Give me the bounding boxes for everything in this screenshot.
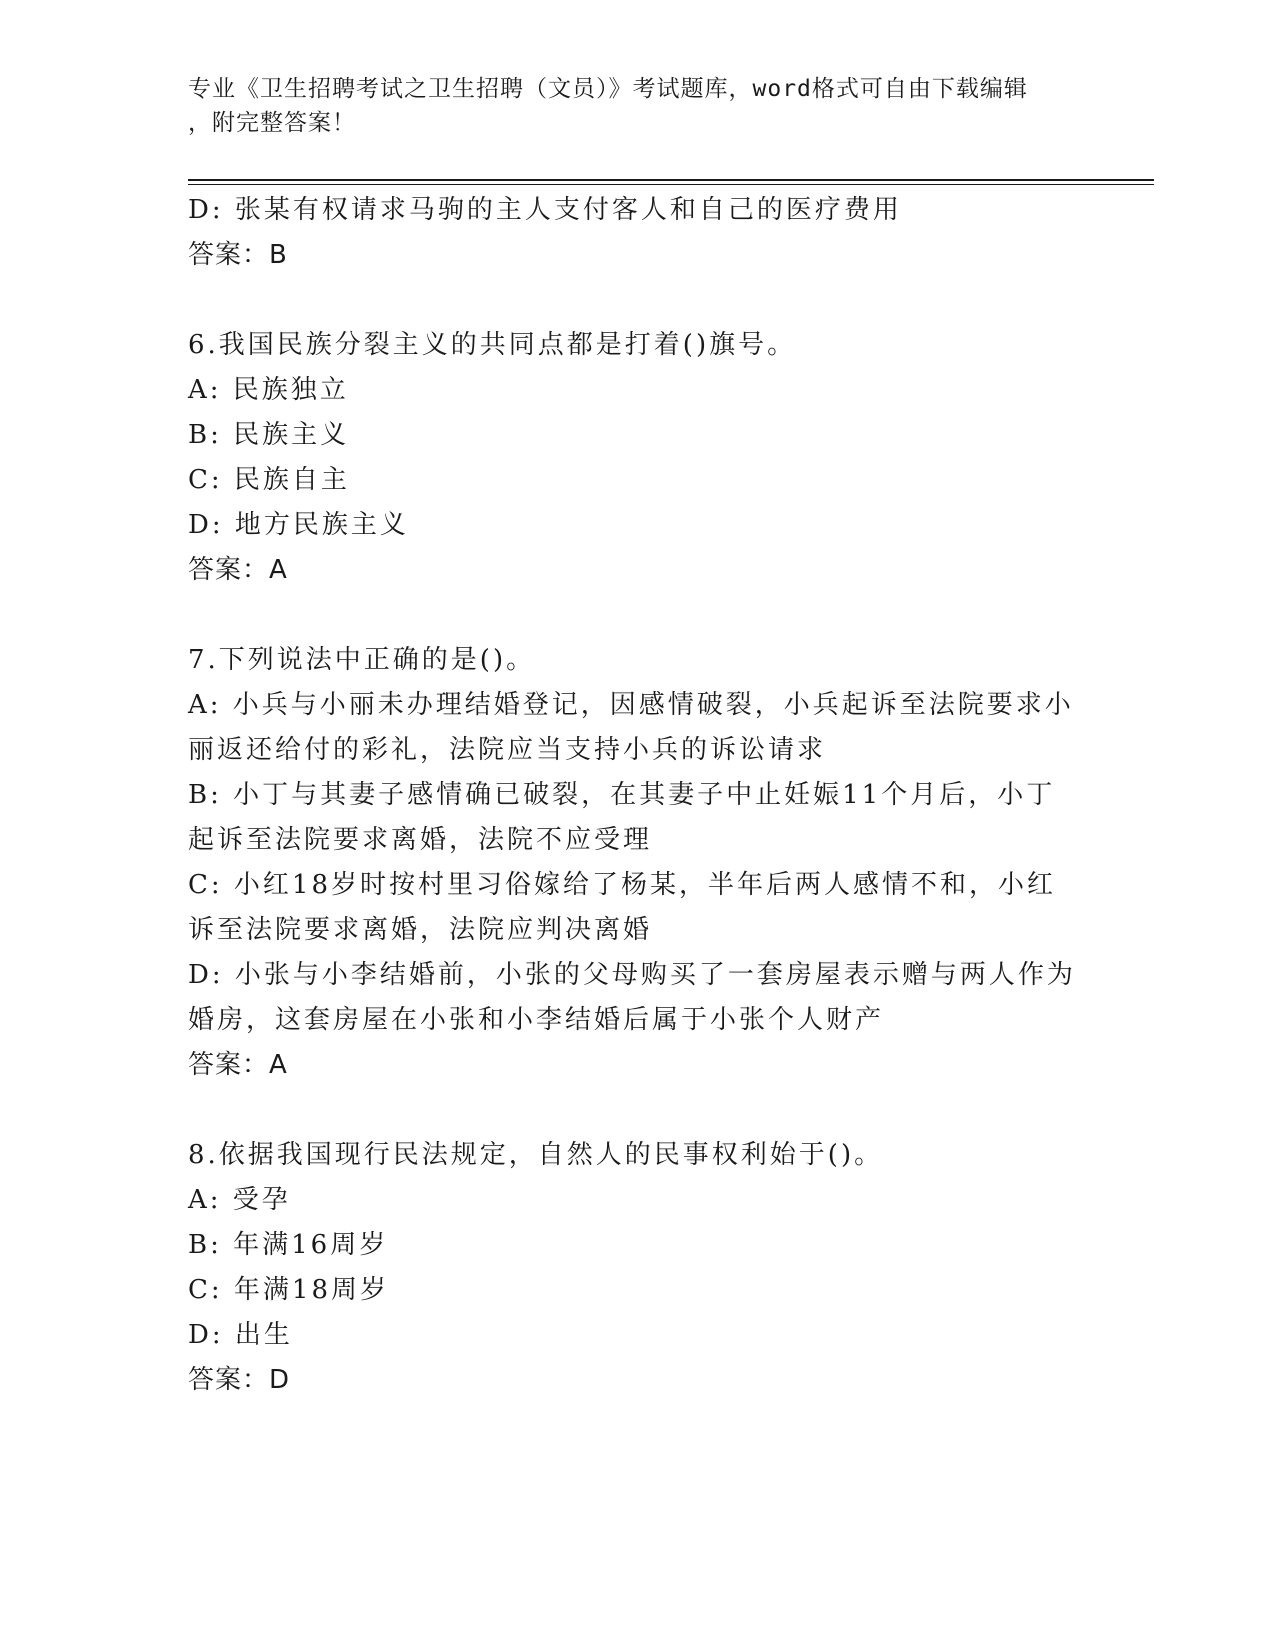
document-header bbox=[188, 72, 1088, 140]
option-a-line-2: 丽返还给付的彩礼，法院应当支持小兵的诉讼请求 bbox=[188, 735, 827, 765]
option-c-line-1: C: 小红18岁时按村里习俗嫁给了杨某，半年后两人感情不和，小红 bbox=[188, 870, 1057, 900]
spacer bbox=[188, 278, 1088, 323]
option-a: A: 民族独立 bbox=[188, 375, 349, 405]
option-b-line-2: 起诉至法院要求离婚，法院不应受理 bbox=[188, 825, 653, 855]
option-d-line-1: D: 小张与小李结婚前，小张的父母购买了一套房屋表示赠与两人作为 bbox=[188, 960, 1076, 990]
option-a-line-1: A: 小兵与小丽未办理结婚登记，因感情破裂，小兵起诉至法院要求小 bbox=[188, 690, 1074, 720]
header-divider-thick bbox=[188, 179, 1154, 181]
option-c-line-2: 诉至法院要求离婚，法院应判决离婚 bbox=[188, 915, 653, 945]
question-title: 6.我国民族分裂主义的共同点都是打着()旗号。 bbox=[188, 330, 797, 360]
spacer bbox=[188, 1088, 1088, 1133]
question-7 bbox=[188, 638, 1088, 1088]
question-answer: 答案：A bbox=[188, 555, 288, 585]
option-d: D: 出生 bbox=[188, 1320, 293, 1350]
option-b: B: 民族主义 bbox=[188, 420, 350, 450]
option-b: B: 年满16周岁 bbox=[188, 1230, 389, 1260]
option-b-line-1: B: 小丁与其妻子感情确已破裂，在其妻子中止妊娠11个月后，小丁 bbox=[188, 780, 1056, 810]
question-answer: 答案：A bbox=[188, 1050, 288, 1080]
question-title: 7.下列说法中正确的是()。 bbox=[188, 645, 536, 675]
question-6 bbox=[188, 323, 1088, 593]
spacer bbox=[188, 593, 1088, 638]
question-title: 8.依据我国现行民法规定，自然人的民事权利始于()。 bbox=[188, 1140, 884, 1170]
header-line-2: ，附完整答案！ bbox=[188, 110, 356, 136]
header-divider-thin bbox=[188, 184, 1154, 185]
option-d-line-2: 婚房，这套房屋在小张和小李结婚后属于小张个人财产 bbox=[188, 1005, 885, 1035]
prev-question-answer: 答案：B bbox=[188, 240, 288, 270]
header-line-1: 专业《卫生招聘考试之卫生招聘（文员）》考试题库，word格式可自由下载编辑 bbox=[188, 76, 1028, 102]
question-8 bbox=[188, 1133, 1088, 1403]
option-a: A: 受孕 bbox=[188, 1185, 291, 1215]
option-c: C: 民族自主 bbox=[188, 465, 350, 495]
prev-question-option-d: D: 张某有权请求马驹的主人支付客人和自己的医疗费用 bbox=[188, 195, 902, 225]
question-list bbox=[188, 188, 1088, 1403]
question-answer: 答案：D bbox=[188, 1365, 291, 1395]
option-d: D: 地方民族主义 bbox=[188, 510, 409, 540]
option-c: C: 年满18周岁 bbox=[188, 1275, 390, 1305]
